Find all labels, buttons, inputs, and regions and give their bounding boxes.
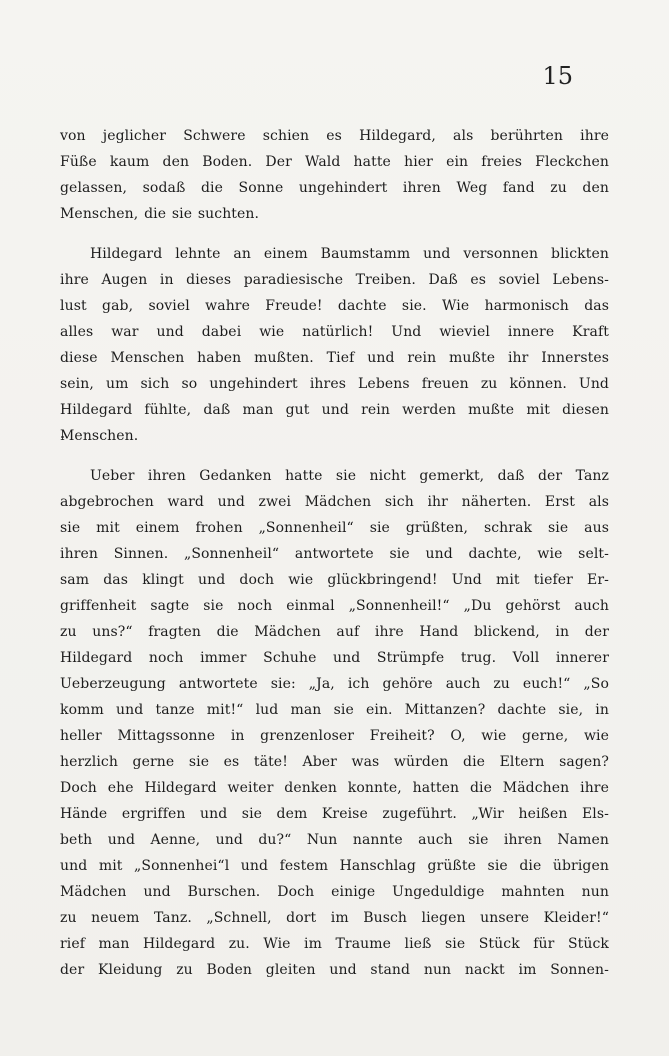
- text-line: ihren Sinnen. „Sonnenheil“ antwortete sie und dachte, wie selt-: [60, 546, 609, 562]
- text-line: sein, um sich so ungehindert ihres Lebens freuen zu können. Und: [60, 376, 609, 392]
- text-line: Hildegard noch immer Schuhe und Strümpfe trug. Voll innerer: [60, 650, 609, 666]
- text-line: zu uns?“ fragten die Mädchen auf ihre Hand blickend, in der: [60, 624, 609, 640]
- text-line: lust gab, soviel wahre Freude! dachte sie. Wie harmonisch das: [60, 298, 609, 314]
- paragraph-1: [60, 123, 609, 227]
- text-line: Doch ehe Hildegard weiter denken konnte, hatten die Mädchen ihre: [60, 780, 609, 796]
- page-number: 15: [542, 62, 573, 90]
- text-line: zu neuem Tanz. „Schnell, dort im Busch liegen unsere Kleider!“: [60, 910, 609, 926]
- text-line: Hildegard fühlte, daß man gut und rein werden mußte mit diesen: [60, 402, 609, 418]
- text-line: diese Menschen haben mußten. Tief und rein mußte ihr Innerstes: [60, 350, 609, 366]
- text-line: beth und Aenne, und du?“ Nun nannte auch sie ihren Namen: [60, 832, 609, 848]
- text-line: von jeglicher Schwere schien es Hildegard, als berührten ihre: [60, 128, 609, 144]
- text-line: Mädchen und Burschen. Doch einige Ungeduldige mahnten nun: [60, 884, 609, 900]
- text-line: abgebrochen ward und zwei Mädchen sich ihr näherten. Erst als: [60, 494, 609, 510]
- text-line: Füße kaum den Boden. Der Wald hatte hier ein freies Fleckchen: [60, 154, 609, 170]
- text-line: rief man Hildegard zu. Wie im Traume ließ sie Stück für Stück: [60, 936, 609, 952]
- paragraph-2: [60, 241, 609, 449]
- text-body: [60, 123, 609, 983]
- text-line: Ueber ihren Gedanken hatte sie nicht gemerkt, daß der Tanz: [90, 468, 609, 484]
- text-line: Menschen.: [60, 428, 139, 444]
- text-line: ihre Augen in dieses paradiesische Treiben. Daß es soviel Lebens-: [60, 272, 609, 288]
- text-line: der Kleidung zu Boden gleiten und stand nun nackt im Sonnen-: [60, 962, 609, 978]
- text-line: Menschen, die sie suchten.: [60, 206, 260, 222]
- text-line: herzlich gerne sie es täte! Aber was würden die Eltern sagen?: [60, 754, 609, 770]
- text-line: Hildegard lehnte an einem Baumstamm und versonnen blickten: [90, 246, 609, 262]
- text-line: Ueberzeugung antwortete sie: „Ja, ich gehöre auch zu euch!“ „So: [60, 676, 609, 692]
- text-line: alles war und dabei wie natürlich! Und wieviel innere Kraft: [60, 324, 609, 340]
- text-line: sam das klingt und doch wie glückbringend! Und mit tiefer Er-: [60, 572, 609, 588]
- text-line: komm und tanze mit!“ lud man sie ein. Mittanzen? dachte sie, in: [60, 702, 609, 718]
- text-line: sie mit einem frohen „Sonnenheil“ sie grüßten, schrak sie aus: [60, 520, 609, 536]
- text-line: heller Mittagssonne in grenzenloser Freiheit? O, wie gerne, wie: [60, 728, 609, 744]
- paragraph-3: [60, 463, 609, 983]
- text-line: gelassen, sodaß die Sonne ungehindert ihren Weg fand zu den: [60, 180, 609, 196]
- text-line: und mit „Sonnenhei“l und festem Hanschlag grüßte sie die übrigen: [60, 858, 609, 874]
- text-line: griffenheit sagte sie noch einmal „Sonnenheil!“ „Du gehörst auch: [60, 598, 609, 614]
- text-line: Hände ergriffen und sie dem Kreise zugeführt. „Wir heißen Els-: [60, 806, 609, 822]
